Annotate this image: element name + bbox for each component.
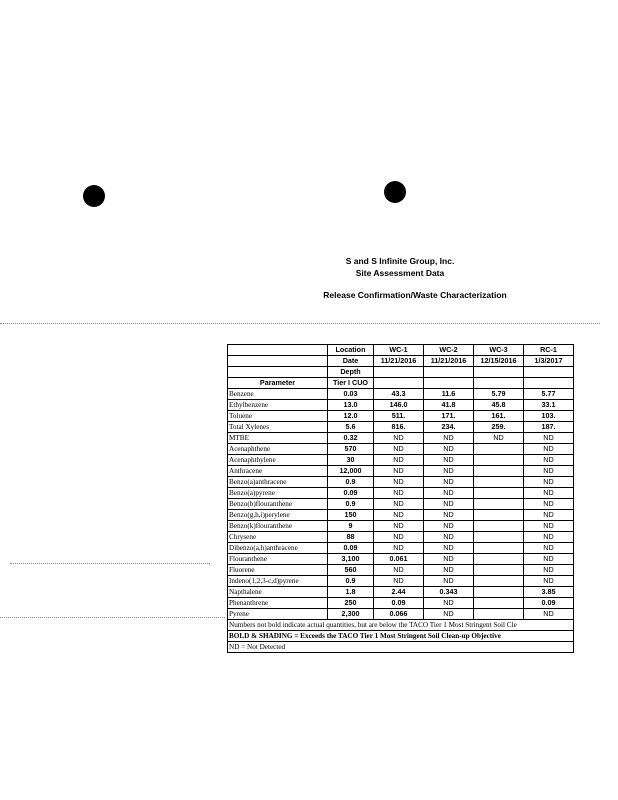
value-cell: 12,000	[328, 466, 374, 477]
table-row	[228, 466, 574, 477]
value-cell	[474, 543, 524, 554]
parameter-cell: MTBE	[228, 433, 328, 444]
header-cell: Date	[328, 356, 374, 367]
value-cell: ND	[524, 455, 574, 466]
value-cell: ND	[424, 565, 474, 576]
value-cell: 5.77	[524, 389, 574, 400]
scan-noise	[10, 563, 210, 564]
table-row	[228, 477, 574, 488]
site-assessment-table	[227, 344, 574, 653]
table-row	[228, 411, 574, 422]
parameter-cell: Acenaphthylene	[228, 455, 328, 466]
value-cell: ND	[524, 444, 574, 455]
value-cell: ND	[524, 532, 574, 543]
header-cell: WC-1	[374, 345, 424, 356]
value-cell	[474, 532, 524, 543]
parameter-cell: Total Xylenes	[228, 422, 328, 433]
value-cell	[474, 466, 524, 477]
value-cell: 0.066	[374, 609, 424, 620]
value-cell: ND	[424, 510, 474, 521]
value-cell: ND	[424, 444, 474, 455]
value-cell: 13.0	[328, 400, 374, 411]
table-row	[228, 554, 574, 565]
table-header-row	[228, 367, 574, 378]
value-cell: 2.44	[374, 587, 424, 598]
header-cell	[524, 378, 574, 389]
table-note: Numbers not bold indicate actual quantities, but are below the TACO Tier 1 Most Stringent Soil Cle	[228, 620, 574, 631]
value-cell	[474, 477, 524, 488]
table-note: BOLD & SHADING = Exceeds the TACO Tier 1 Most Stringent Soil Clean-up Objective	[228, 631, 574, 642]
value-cell: 0.09	[328, 543, 374, 554]
value-cell: ND	[524, 466, 574, 477]
parameter-cell: Benzo(g,h,i)perylene	[228, 510, 328, 521]
header-cell: RC-1	[524, 345, 574, 356]
header-cell: 12/15/2016	[474, 356, 524, 367]
value-cell: ND	[424, 433, 474, 444]
value-cell: 511.	[374, 411, 424, 422]
value-cell	[474, 499, 524, 510]
parameter-cell: Phenanthrene	[228, 598, 328, 609]
table-row	[228, 510, 574, 521]
value-cell	[474, 510, 524, 521]
header-cell	[474, 367, 524, 378]
value-cell: ND	[374, 576, 424, 587]
value-cell: 0.32	[328, 433, 374, 444]
value-cell: 234.	[424, 422, 474, 433]
table-row	[228, 422, 574, 433]
value-cell: ND	[374, 488, 424, 499]
table-header-row	[228, 356, 574, 367]
value-cell: ND	[374, 433, 424, 444]
value-cell: ND	[374, 477, 424, 488]
value-cell: ND	[424, 532, 474, 543]
value-cell: 5.79	[474, 389, 524, 400]
header-cell: Tier I CUO	[328, 378, 374, 389]
value-cell: ND	[374, 521, 424, 532]
header-cell: 11/21/2016	[424, 356, 474, 367]
value-cell: 3.85	[524, 587, 574, 598]
parameter-cell: Benzo(k)flouranthene	[228, 521, 328, 532]
punch-hole	[384, 181, 406, 203]
table-row	[228, 565, 574, 576]
value-cell: ND	[524, 543, 574, 554]
release-title: Release Confirmation/Waste Characterization	[323, 290, 507, 300]
value-cell: ND	[424, 543, 474, 554]
punch-hole	[83, 185, 105, 207]
value-cell: 0.09	[524, 598, 574, 609]
value-cell: 5.6	[328, 422, 374, 433]
table-row	[228, 598, 574, 609]
parameter-cell: Dibenzo(a,h)anthracene	[228, 543, 328, 554]
header-cell: Location	[328, 345, 374, 356]
value-cell: 3,100	[328, 554, 374, 565]
header-cell: WC-2	[424, 345, 474, 356]
parameter-cell: Chrysene	[228, 532, 328, 543]
value-cell: 150	[328, 510, 374, 521]
value-cell: 0.9	[328, 576, 374, 587]
company-name: S and S Infinite Group, Inc.	[345, 256, 455, 266]
header-cell	[424, 367, 474, 378]
table-row	[228, 521, 574, 532]
parameter-cell: Indeno(1,2,3-c,d)pyrene	[228, 576, 328, 587]
scan-noise	[0, 323, 600, 324]
parameter-cell: Acenaphthene	[228, 444, 328, 455]
value-cell: ND	[524, 477, 574, 488]
table-note-row	[228, 642, 574, 653]
value-cell: 187.	[524, 422, 574, 433]
value-cell: 1.8	[328, 587, 374, 598]
parameter-cell: Benzo(b)flouranthene	[228, 499, 328, 510]
value-cell: 2,300	[328, 609, 374, 620]
parameter-cell: Fluorene	[228, 565, 328, 576]
value-cell: 171.	[424, 411, 474, 422]
parameter-cell: Benzene	[228, 389, 328, 400]
table-row	[228, 488, 574, 499]
value-cell	[474, 444, 524, 455]
value-cell	[474, 554, 524, 565]
value-cell: ND	[424, 609, 474, 620]
value-cell: ND	[524, 510, 574, 521]
value-cell: 33.1	[524, 400, 574, 411]
value-cell: 0.9	[328, 499, 374, 510]
value-cell: 146.0	[374, 400, 424, 411]
parameter-cell: Flouranthene	[228, 554, 328, 565]
table-row	[228, 576, 574, 587]
header-cell: WC-3	[474, 345, 524, 356]
table-note-row	[228, 631, 574, 642]
parameter-cell: Toluene	[228, 411, 328, 422]
parameter-cell: Pyrene	[228, 609, 328, 620]
value-cell	[474, 598, 524, 609]
parameter-cell: Anthracene	[228, 466, 328, 477]
value-cell: ND	[524, 565, 574, 576]
parameter-cell: Benzo(a)anthracene	[228, 477, 328, 488]
value-cell: ND	[374, 532, 424, 543]
value-cell	[474, 609, 524, 620]
value-cell: 0.09	[374, 598, 424, 609]
value-cell	[474, 565, 524, 576]
value-cell: ND	[524, 609, 574, 620]
header-label	[228, 345, 328, 356]
value-cell: ND	[424, 521, 474, 532]
table-row	[228, 400, 574, 411]
value-cell: ND	[424, 576, 474, 587]
table-header-row	[228, 378, 574, 389]
value-cell	[474, 521, 524, 532]
value-cell: ND	[374, 499, 424, 510]
value-cell: 12.0	[328, 411, 374, 422]
parameter-cell: Ethylbenzene	[228, 400, 328, 411]
value-cell: 816.	[374, 422, 424, 433]
header-cell	[424, 378, 474, 389]
value-cell: ND	[424, 598, 474, 609]
value-cell: 0.061	[374, 554, 424, 565]
value-cell: 9	[328, 521, 374, 532]
value-cell: ND	[524, 433, 574, 444]
header-label	[228, 356, 328, 367]
value-cell: 0.03	[328, 389, 374, 400]
document-subtitle: Site Assessment Data	[355, 268, 445, 278]
value-cell: ND	[374, 466, 424, 477]
value-cell: 88	[328, 532, 374, 543]
value-cell: ND	[524, 576, 574, 587]
value-cell	[474, 587, 524, 598]
table-row	[228, 532, 574, 543]
table-row	[228, 455, 574, 466]
header-cell	[374, 378, 424, 389]
value-cell: ND	[374, 444, 424, 455]
value-cell: ND	[374, 543, 424, 554]
table-row	[228, 433, 574, 444]
value-cell: 560	[328, 565, 374, 576]
header-label: Parameter	[228, 378, 328, 389]
value-cell: ND	[424, 466, 474, 477]
table-row	[228, 389, 574, 400]
table-row	[228, 609, 574, 620]
value-cell: 45.8	[474, 400, 524, 411]
table-header-row	[228, 345, 574, 356]
value-cell: ND	[524, 499, 574, 510]
value-cell	[474, 576, 524, 587]
value-cell: 103.	[524, 411, 574, 422]
header-cell	[524, 367, 574, 378]
value-cell: 161.	[474, 411, 524, 422]
value-cell: 30	[328, 455, 374, 466]
value-cell: 11.6	[424, 389, 474, 400]
table-row	[228, 587, 574, 598]
value-cell: ND	[524, 521, 574, 532]
parameter-cell: Benzo(a)pyrene	[228, 488, 328, 499]
table-note: ND = Not Detected	[228, 642, 574, 653]
value-cell: ND	[424, 488, 474, 499]
value-cell: ND	[374, 510, 424, 521]
value-cell: 0.343	[424, 587, 474, 598]
header-cell	[474, 378, 524, 389]
header-label	[228, 367, 328, 378]
value-cell: 570	[328, 444, 374, 455]
value-cell: ND	[424, 455, 474, 466]
header-cell: 11/21/2016	[374, 356, 424, 367]
table-note-row	[228, 620, 574, 631]
value-cell	[474, 488, 524, 499]
table-row	[228, 444, 574, 455]
header-cell: 1/3/2017	[524, 356, 574, 367]
value-cell: ND	[474, 433, 524, 444]
table-row	[228, 543, 574, 554]
value-cell: ND	[374, 455, 424, 466]
value-cell: ND	[524, 488, 574, 499]
value-cell: 0.9	[328, 477, 374, 488]
header-cell	[374, 367, 424, 378]
table-row	[228, 499, 574, 510]
value-cell: ND	[524, 554, 574, 565]
value-cell: ND	[424, 499, 474, 510]
value-cell: 41.8	[424, 400, 474, 411]
value-cell: 0.09	[328, 488, 374, 499]
scan-noise	[0, 617, 225, 618]
header-cell: Depth	[328, 367, 374, 378]
value-cell: ND	[374, 565, 424, 576]
value-cell: ND	[424, 554, 474, 565]
parameter-cell: Napthalene	[228, 587, 328, 598]
value-cell: 259.	[474, 422, 524, 433]
value-cell: 43.3	[374, 389, 424, 400]
value-cell: ND	[424, 477, 474, 488]
value-cell: 250	[328, 598, 374, 609]
value-cell	[474, 455, 524, 466]
